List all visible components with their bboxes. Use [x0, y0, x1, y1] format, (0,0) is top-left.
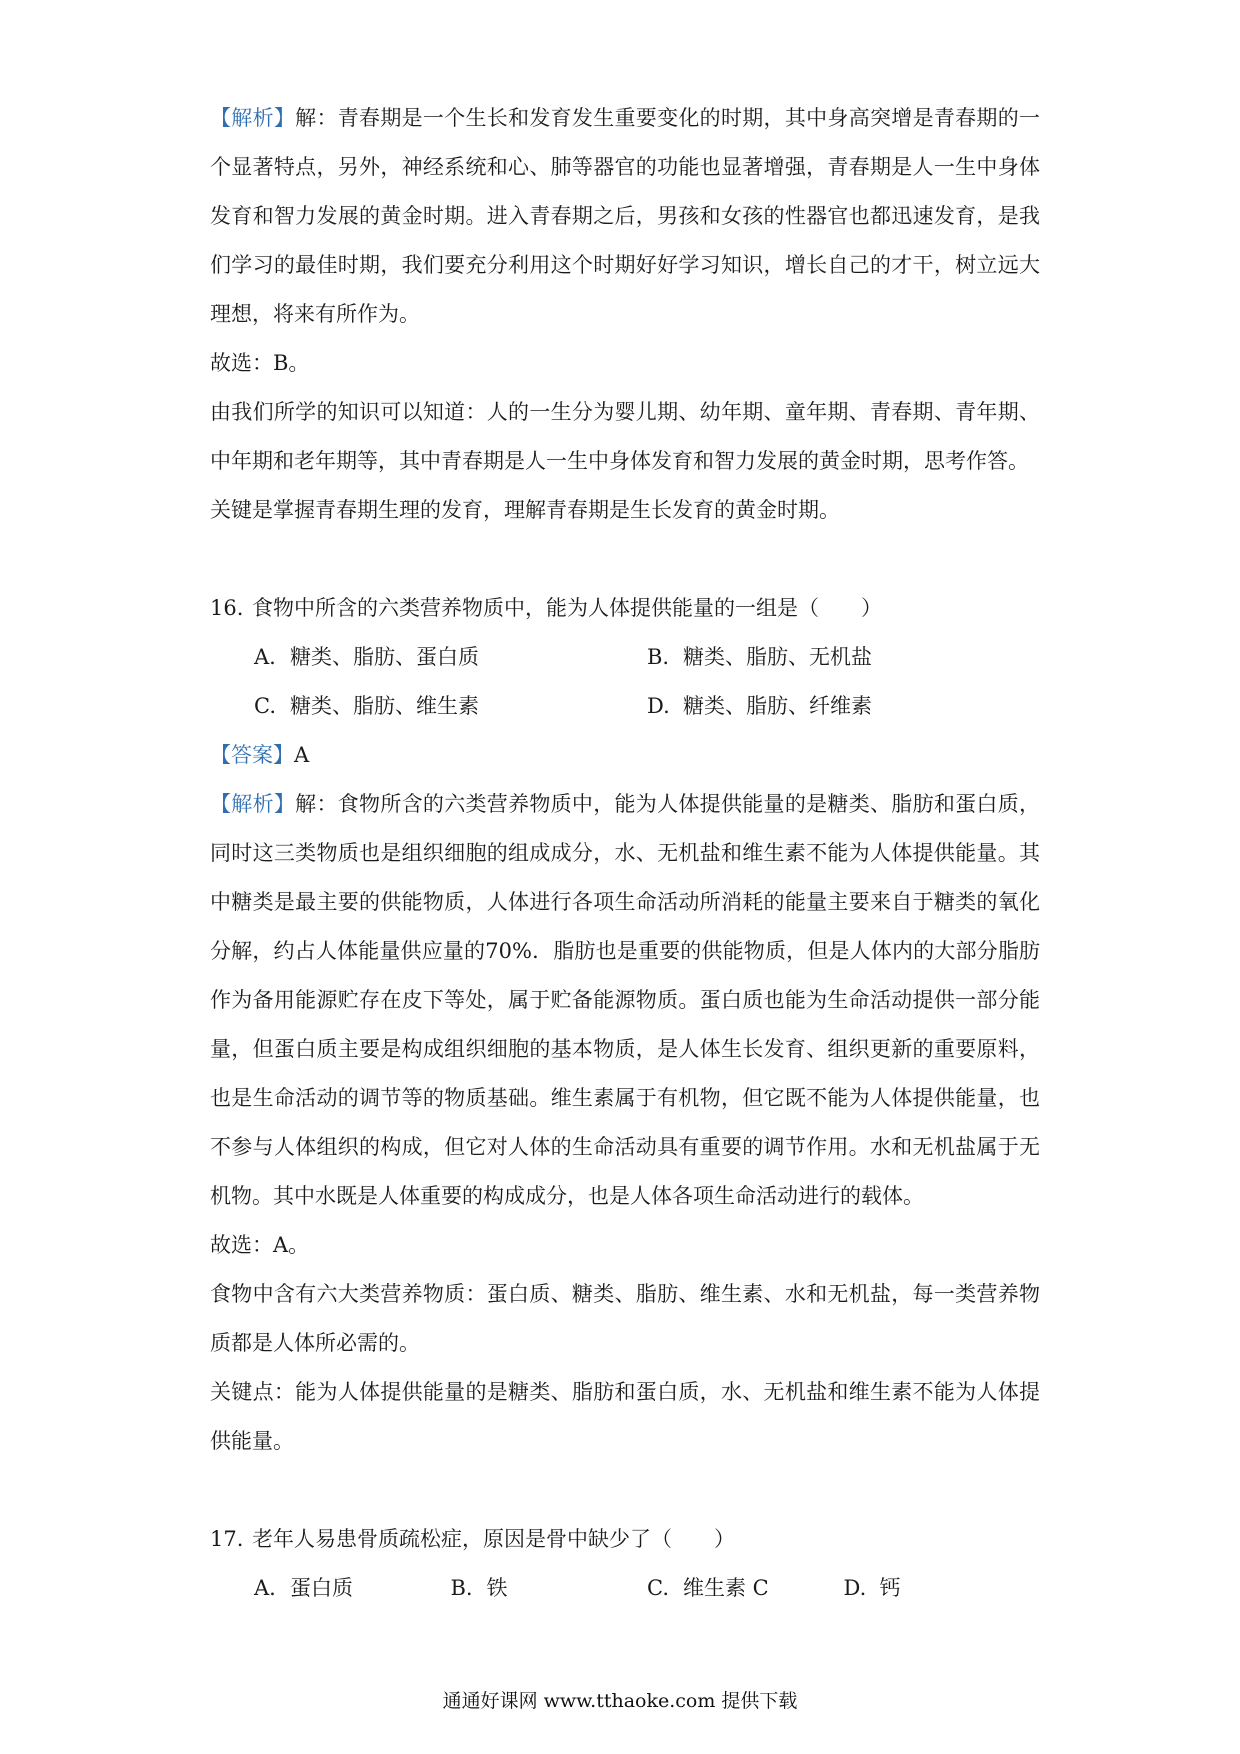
- answer-label: 【答案】: [210, 743, 294, 767]
- analysis-text: 解：青春期是一个生长和发育发生重要变化的时期，其中身高突增是青春期的一个显著特点，另外，神经系统和心、肺等器官的功能也显著增强，青春期是人一生中身体发育和智力发展的黄金时期。进入青春期之后，男孩和女孩的性器官也都迅速发育，是我们学习的最佳时期，我们要充分利用这个时期好好学习知识，增长自己的才干，树立远大理想，将来有所作为。: [210, 106, 1041, 326]
- choice-15: 故选：B。: [210, 351, 310, 375]
- answer-value: A: [294, 743, 310, 767]
- option-a: A. 蛋白质: [254, 1576, 353, 1600]
- choice-16: 故选：A。: [210, 1233, 310, 1257]
- page-footer: 通通好课网 www.tthaoke.com 提供下载: [442, 1690, 798, 1712]
- question-stem: 食物中所含的六类营养物质中，能为人体提供能量的一组是（ ）: [252, 596, 882, 620]
- question-number: 17.: [210, 1527, 244, 1551]
- option-b: B. 铁: [450, 1576, 508, 1600]
- question-stem: 老年人易患骨质疏松症，原因是骨中缺少了（ ）: [252, 1527, 735, 1551]
- question-number: 16.: [210, 596, 244, 620]
- option-c: C. 维生素 C: [647, 1576, 769, 1600]
- analysis-15-paragraph: [210, 94, 1040, 339]
- option-a: A. 糖类、脂肪、蛋白质: [254, 645, 479, 669]
- page-content: [210, 94, 1040, 1613]
- analysis-16-note: 食物中含有六大类营养物质：蛋白质、糖类、脂肪、维生素、水和无机盐，每一类营养物质都是人体所必需的。: [210, 1282, 1040, 1355]
- option-d: D. 糖类、脂肪、纤维素: [647, 694, 872, 718]
- analysis-15-key: 关键是掌握青春期生理的发育，理解青春期是生长发育的黄金时期。: [210, 498, 840, 522]
- option-d: D. 钙: [843, 1576, 901, 1600]
- analysis-16-paragraph: [210, 780, 1040, 1221]
- analysis-16-key: 关键点：能为人体提供能量的是糖类、脂肪和蛋白质，水、无机盐和维生素不能为人体提供能量。: [210, 1380, 1040, 1453]
- analysis-15-note: 由我们所学的知识可以知道：人的一生分为婴儿期、幼年期、童年期、青春期、青年期、中年期和老年期等，其中青春期是人一生中身体发育和智力发展的黄金时期，思考作答。: [210, 400, 1040, 473]
- analysis-label: 【解析】: [210, 792, 296, 816]
- question-17-options: [210, 1564, 1040, 1613]
- question-17: [210, 1515, 1040, 1564]
- question-16-options: [210, 633, 1040, 731]
- option-b: B. 糖类、脂肪、无机盐: [647, 645, 872, 669]
- analysis-label: 【解析】: [210, 106, 296, 130]
- answer-16: [210, 731, 1040, 780]
- question-16: [210, 584, 1040, 633]
- analysis-text: 解：食物所含的六类营养物质中，能为人体提供能量的是糖类、脂肪和蛋白质，同时这三类物质也是组织细胞的组成成分，水、无机盐和维生素不能为人体提供能量。其中糖类是最主要的供能物质，人体进行各项生命活动所消耗的能量主要来自于糖类的氧化分解，约占人体能量供应量的70%．脂肪也是重要的供能物质，但是人体内的大部分脂肪作为备用能源贮存在皮下等处，属于贮备能源物质。蛋白质也能为生命活动提供一部分能量，但蛋白质主要是构成组织细胞的基本物质，是人体生长发育、组织更新的重要原料，也是生命活动的调节等的物质基础。维生素属于有机物，但它既不能为人体提供能量，也不参与人体组织的构成，但它对人体的生命活动具有重要的调节作用。水和无机盐属于无机物。其中水既是人体重要的构成成分，也是人体各项生命活动进行的载体。: [210, 792, 1041, 1208]
- option-c: C. 糖类、脂肪、维生素: [254, 694, 479, 718]
